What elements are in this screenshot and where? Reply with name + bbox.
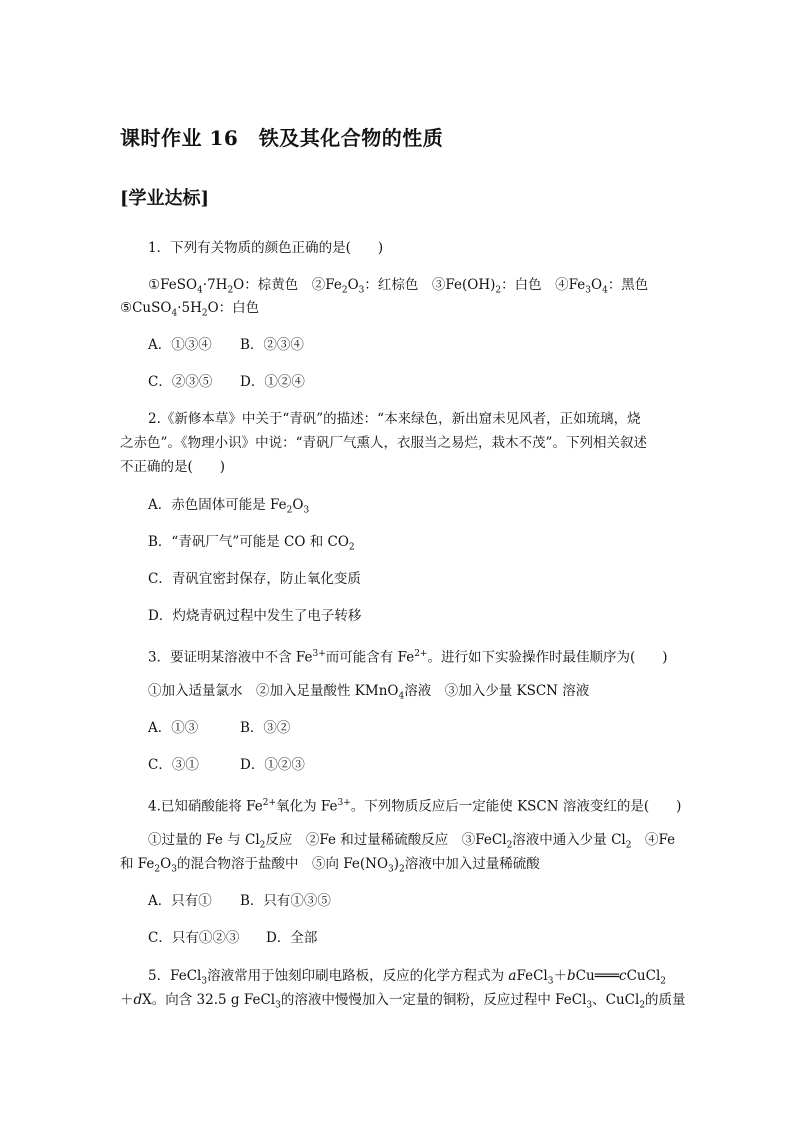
- q3-option-d[interactable]: D．①②③: [240, 757, 305, 773]
- q1-option-d[interactable]: D．①②④: [240, 374, 305, 390]
- q3-stem: 3．要证明某溶液中不含 $Fe^{3+}$而可能含有 $Fe^{2+}$。进行如下实验操作时最佳顺序为( ): [148, 649, 668, 666]
- q1-option-a[interactable]: A．①③④: [148, 337, 212, 353]
- q5-line2: ＋dX。向含 32.5 g FeCl$_3$的溶液中慢慢加入一定量的铜粉，反应过程中 FeCl$_3$、CuCl$_2$的质量: [120, 992, 686, 1011]
- q2-option-d[interactable]: D．灼烧青矾过程中发生了电子转移: [148, 608, 362, 624]
- q1-line1: $①FeSO_4\cdot 7H_2O$：棕黄色 $②Fe_2O_3$：红棕色 $③Fe(OH)_2$：白色 $④Fe_3O_4$：黑色: [148, 277, 649, 296]
- q2-line1: 2.《新修本草》中关于“青矾”的描述：“本来绿色，新出窟未见风者，正如琉璃，烧: [148, 411, 641, 427]
- q1-option-c[interactable]: C．②③⑤: [148, 374, 213, 390]
- q4-option-b[interactable]: B．只有①③⑤: [240, 893, 331, 909]
- q4-option-a[interactable]: A．只有①: [148, 893, 212, 909]
- q2-option-c[interactable]: C．青矾宜密封保存，防止氧化变质: [148, 571, 361, 587]
- q4-option-c[interactable]: C．只有①②③: [148, 930, 240, 946]
- q1-options-row2: [148, 372, 305, 392]
- section-heading: [学业达标]: [120, 188, 210, 209]
- q1-stem: 1．下列有关物质的颜色正确的是( ): [148, 240, 384, 256]
- page-title: 课时作业 16 铁及其化合物的性质: [120, 126, 444, 150]
- q5-line1: 5．FeCl$_3$溶液常用于蚀刻印刷电路板，反应的化学方程式为 aFeCl$_3$＋bCu═══cCuCl$_2$: [148, 968, 666, 987]
- q3-options-row2: [148, 755, 305, 775]
- q2-option-a[interactable]: A．赤色固体可能是 $Fe_2O_3$: [148, 497, 310, 516]
- q4-option-d[interactable]: D．全部: [266, 930, 318, 946]
- q3-option-c[interactable]: C．③①: [148, 757, 199, 773]
- q3-option-b[interactable]: B．③②: [240, 720, 291, 736]
- q4-stem: 4.已知硝酸能将 $Fe^{2+}$氧化为 $Fe^{3+}$。下列物质反应后一定能使 KSCN 溶液变红的是( ): [148, 798, 682, 815]
- q1-options-row1: [148, 335, 304, 355]
- q3-option-a[interactable]: A．①③: [148, 720, 199, 736]
- q4-options-row1: [148, 891, 331, 911]
- q1-option-b[interactable]: B．②③④: [240, 337, 304, 353]
- q4-line2: 和 $Fe_2O_3$的混合物溶于盐酸中 ⑤向 $Fe(NO_3)_2$溶液中加入过量稀硫酸: [120, 856, 540, 875]
- q2-line3: 不正确的是( ): [120, 459, 226, 475]
- q3-options-row1: [148, 718, 290, 738]
- q2-option-b[interactable]: B．“青矾厂气”可能是 CO 和 $CO_2$: [148, 534, 355, 553]
- q2-line2: 之赤色”。《物理小识》中说：“青矾厂气熏人，衣服当之易烂，栽木不茂”。下列相关叙述: [120, 435, 647, 451]
- q3-operations: ①加入适量氯水 ②加入足量酸性 KMnO$_4$溶液 ③加入少量 KSCN 溶液: [148, 683, 590, 702]
- q4-line1: ①过量的 Fe 与 $Cl_2$反应 ②Fe 和过量稀硫酸反应 ③FeCl$_2$溶液中通入少量 $Cl_2$ ④Fe: [148, 832, 676, 851]
- q4-options-row2: [148, 928, 317, 948]
- q1-line2: $⑤CuSO_4\cdot 5H_2O$：白色: [120, 300, 260, 319]
